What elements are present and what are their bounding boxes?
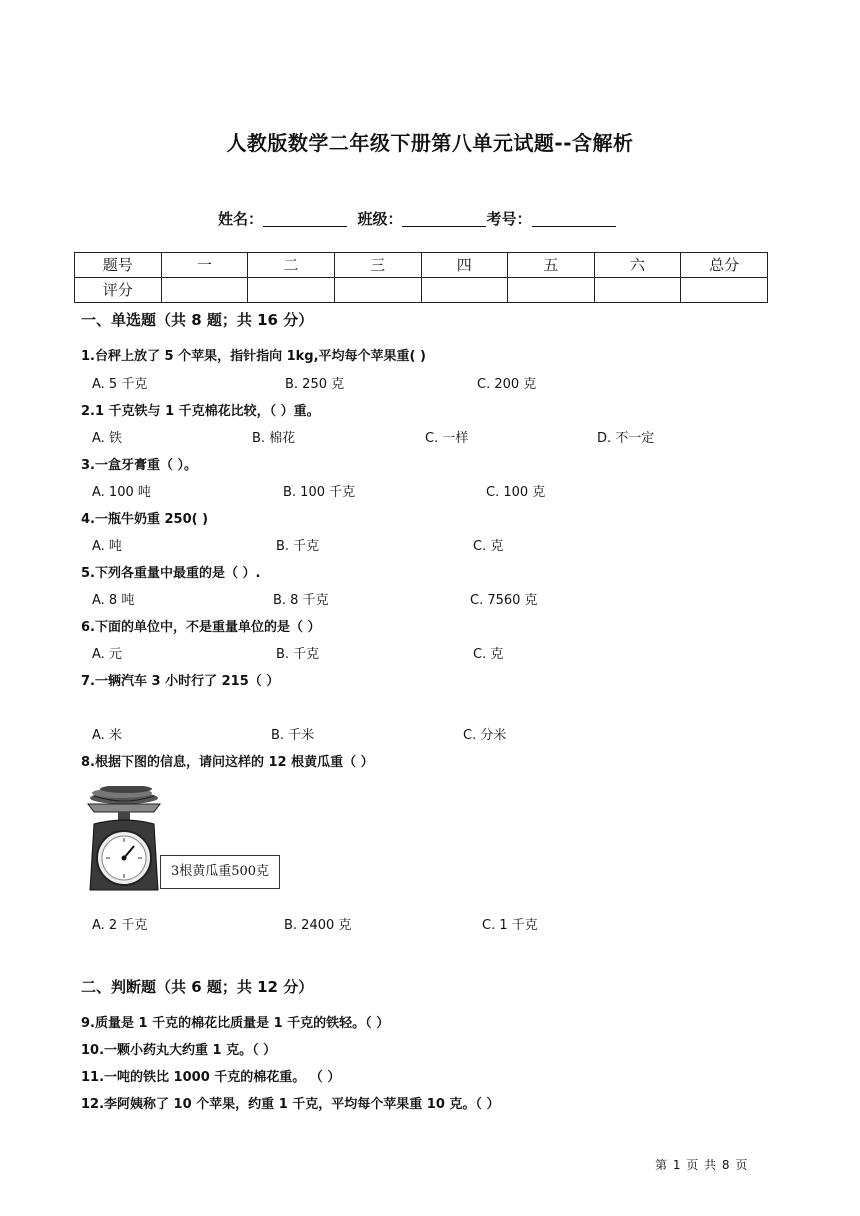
option-3a: A. 100 吨: [92, 485, 151, 500]
question-4: 4.一瓶牛奶重 250( ): [81, 512, 209, 527]
judgment-9: 9.质量是 1 千克的棉花比质量是 1 千克的铁轻。（ ）: [81, 1016, 390, 1031]
option-3b: B. 100 千克: [283, 485, 356, 500]
judgment-10: 10.一颗小药丸大约重 1 克。（ ）: [81, 1043, 277, 1058]
option-2c: C. 一样: [425, 431, 469, 446]
name-blank: [263, 210, 347, 227]
option-6a: A. 元: [92, 647, 122, 662]
header-cell: 一: [161, 253, 248, 278]
header-cell: 四: [421, 253, 508, 278]
option-3c: C. 100 克: [486, 485, 546, 500]
class-label: 班级：: [357, 210, 403, 228]
header-cell: 六: [594, 253, 681, 278]
question-2: 2.1 千克铁与 1 千克棉花比较，（ ）重。: [81, 404, 320, 419]
option-8b: B. 2400 克: [284, 918, 352, 933]
question-7: 7.一辆汽车 3 小时行了 215（ ）: [81, 674, 280, 689]
score-cell: [594, 278, 681, 303]
option-2b: B. 棉花: [252, 431, 296, 446]
header-cell: 二: [248, 253, 335, 278]
option-2d: D. 不一定: [597, 431, 655, 446]
question-8: 8.根据下图的信息，请问这样的 12 根黄瓜重（ ）: [81, 755, 374, 770]
section-heading-true-false: 二、判断题（共 6 题；共 12 分）: [81, 978, 314, 996]
header-cell: 三: [334, 253, 421, 278]
scale-info-label: 3根黄瓜重500克: [160, 855, 280, 889]
question-5: 5.下列各重量中最重的是（ ）.: [81, 566, 261, 581]
option-5a: A. 8 吨: [92, 593, 135, 608]
score-cell: [681, 278, 768, 303]
option-7b: B. 千米: [271, 728, 315, 743]
judgment-12: 12.李阿姨称了 10 个苹果，约重 1 千克，平均每个苹果重 10 克。（ ）: [81, 1097, 500, 1112]
option-4c: C. 克: [473, 539, 504, 554]
option-7a: A. 米: [92, 728, 122, 743]
score-cell: [508, 278, 595, 303]
option-6c: C. 克: [473, 647, 504, 662]
question-6: 6.下面的单位中，不是重量单位的是（ ）: [81, 620, 321, 635]
option-5c: C. 7560 克: [470, 593, 538, 608]
exam-blank: [532, 210, 616, 227]
option-1a: A. 5 千克: [92, 377, 148, 392]
class-blank: [402, 210, 486, 227]
scale-with-cucumbers-image: [84, 786, 164, 896]
option-2a: A. 铁: [92, 431, 122, 446]
score-table-header-row: [75, 253, 768, 278]
section-heading-single-choice: 一、单选题（共 8 题；共 16 分）: [81, 311, 314, 329]
header-cell: 题号: [75, 253, 162, 278]
question-1: 1.台秤上放了 5 个苹果，指针指向 1kg,平均每个苹果重( ): [81, 349, 426, 364]
score-cell: [248, 278, 335, 303]
score-cell: [421, 278, 508, 303]
name-label: 姓名：: [218, 210, 264, 228]
judgment-11: 11.一吨的铁比 1000 千克的棉花重。 （ ）: [81, 1070, 341, 1085]
option-1c: C. 200 克: [477, 377, 537, 392]
option-1b: B. 250 克: [285, 377, 345, 392]
option-7c: C. 分米: [463, 728, 507, 743]
header-cell: 五: [508, 253, 595, 278]
score-label-cell: 评分: [75, 278, 162, 303]
score-cell: [161, 278, 248, 303]
cucumbers-icon: [90, 786, 158, 804]
option-5b: B. 8 千克: [273, 593, 329, 608]
option-4b: B. 千克: [276, 539, 320, 554]
option-8a: A. 2 千克: [92, 918, 148, 933]
option-6b: B. 千克: [276, 647, 320, 662]
page-footer: 第 1 页 共 8 页: [655, 1158, 749, 1172]
score-table-score-row: [75, 278, 768, 303]
question-3: 3.一盒牙膏重（ ）。: [81, 458, 198, 473]
header-cell: 总分: [681, 253, 768, 278]
exam-label: 考号：: [486, 210, 532, 228]
option-4a: A. 吨: [92, 539, 122, 554]
student-info: [218, 208, 616, 229]
score-cell: [334, 278, 421, 303]
option-8c: C. 1 千克: [482, 918, 538, 933]
score-table: [74, 252, 768, 303]
page-title: 人教版数学二年级下册第八单元试题--含解析: [226, 131, 634, 155]
